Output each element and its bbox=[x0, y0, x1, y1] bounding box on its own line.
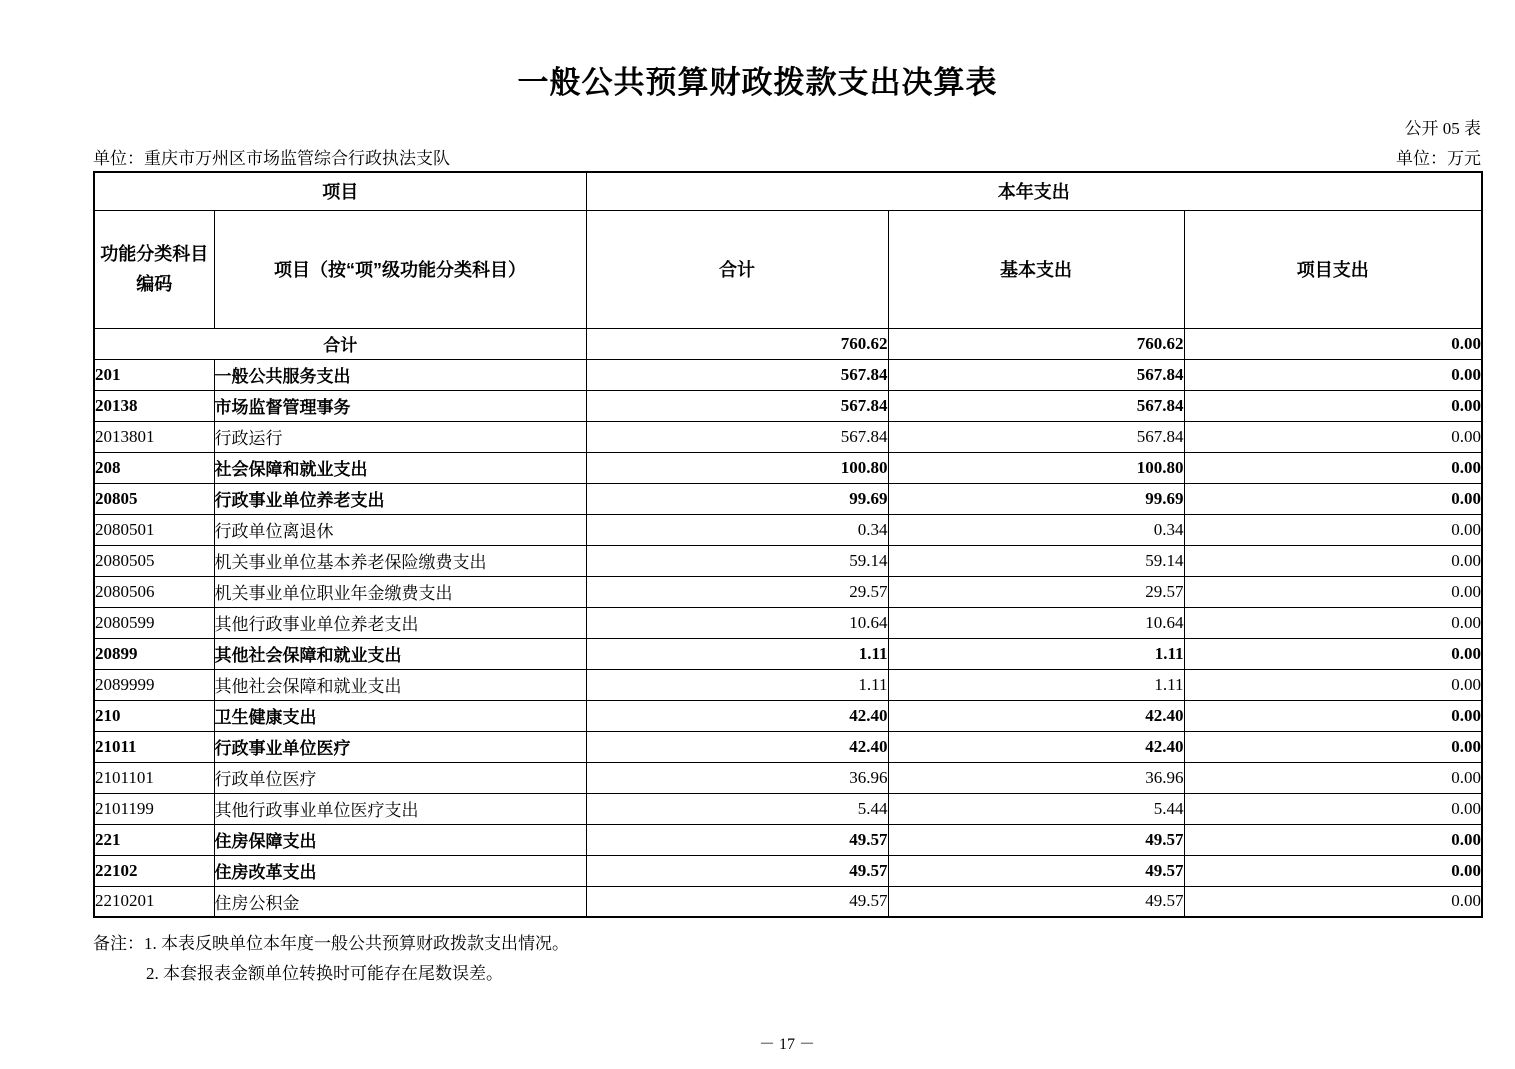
row-code-cell: 2080501 bbox=[94, 514, 214, 545]
row-total-cell: 99.69 bbox=[586, 483, 888, 514]
row-project-expenditure-cell: 0.00 bbox=[1184, 421, 1482, 452]
row-code-cell: 20805 bbox=[94, 483, 214, 514]
row-total-cell: 42.40 bbox=[586, 731, 888, 762]
header-code-line1: 功能分类科目 bbox=[100, 244, 209, 264]
meta-row bbox=[93, 146, 1481, 171]
budget-table bbox=[93, 171, 1483, 918]
table-row bbox=[94, 886, 1482, 917]
row-basic-expenditure-cell: 49.57 bbox=[888, 824, 1184, 855]
row-basic-expenditure-cell: 5.44 bbox=[888, 793, 1184, 824]
row-item-name-cell: 其他行政事业单位医疗支出 bbox=[214, 793, 586, 824]
row-basic-expenditure-cell: 760.62 bbox=[888, 328, 1184, 359]
header-total-column: 合计 bbox=[586, 210, 888, 328]
content-area bbox=[93, 117, 1481, 1054]
row-basic-expenditure-cell: 100.80 bbox=[888, 452, 1184, 483]
doc-code: 公开 05 表 bbox=[1404, 119, 1481, 138]
header-item-column: 项目（按“项”级功能分类科目） bbox=[214, 210, 586, 328]
header-code-column bbox=[94, 210, 214, 328]
table-row bbox=[94, 607, 1482, 638]
table-row bbox=[94, 638, 1482, 669]
row-item-name-cell: 住房改革支出 bbox=[214, 855, 586, 886]
row-total-cell: 49.57 bbox=[586, 824, 888, 855]
row-code-cell: 208 bbox=[94, 452, 214, 483]
row-basic-expenditure-cell: 567.84 bbox=[888, 359, 1184, 390]
row-total-cell: 567.84 bbox=[586, 390, 888, 421]
table-row bbox=[94, 576, 1482, 607]
row-project-expenditure-cell: 0.00 bbox=[1184, 886, 1482, 917]
row-item-name-cell: 其他社会保障和就业支出 bbox=[214, 669, 586, 700]
row-basic-expenditure-cell: 1.11 bbox=[888, 638, 1184, 669]
row-project-expenditure-cell: 0.00 bbox=[1184, 545, 1482, 576]
row-project-expenditure-cell: 0.00 bbox=[1184, 793, 1482, 824]
row-total-cell: 760.62 bbox=[586, 328, 888, 359]
row-basic-expenditure-cell: 567.84 bbox=[888, 421, 1184, 452]
footnotes bbox=[93, 929, 1481, 989]
header-columns-row bbox=[94, 210, 1482, 328]
row-total-cell: 5.44 bbox=[586, 793, 888, 824]
row-project-expenditure-cell: 0.00 bbox=[1184, 452, 1482, 483]
row-code-cell: 2101101 bbox=[94, 762, 214, 793]
footnote-line-2: 2. 本套报表金额单位转换时可能存在尾数误差。 bbox=[146, 964, 503, 983]
row-item-name-cell: 其他行政事业单位养老支出 bbox=[214, 607, 586, 638]
row-basic-expenditure-cell: 1.11 bbox=[888, 669, 1184, 700]
row-total-cell: 49.57 bbox=[586, 886, 888, 917]
page-number: － 17 － bbox=[758, 1036, 815, 1053]
table-row bbox=[94, 390, 1482, 421]
header-group-row bbox=[94, 172, 1482, 210]
row-project-expenditure-cell: 0.00 bbox=[1184, 607, 1482, 638]
row-project-expenditure-cell: 0.00 bbox=[1184, 700, 1482, 731]
header-project-group: 项目 bbox=[94, 172, 586, 210]
row-project-expenditure-cell: 0.00 bbox=[1184, 483, 1482, 514]
table-row bbox=[94, 483, 1482, 514]
unit-name-label: 单位：重庆市万州区市场监管综合行政执法支队 bbox=[93, 149, 450, 168]
row-code-cell: 20899 bbox=[94, 638, 214, 669]
table-row bbox=[94, 545, 1482, 576]
table-row bbox=[94, 328, 1482, 359]
row-code-cell: 2101199 bbox=[94, 793, 214, 824]
row-total-cell: 100.80 bbox=[586, 452, 888, 483]
row-item-name-cell: 行政事业单位养老支出 bbox=[214, 483, 586, 514]
table-row bbox=[94, 514, 1482, 545]
row-code-cell: 2080505 bbox=[94, 545, 214, 576]
row-basic-expenditure-cell: 49.57 bbox=[888, 855, 1184, 886]
row-code-cell: 2013801 bbox=[94, 421, 214, 452]
row-item-name-cell: 机关事业单位职业年金缴费支出 bbox=[214, 576, 586, 607]
table-row bbox=[94, 700, 1482, 731]
row-total-cell: 42.40 bbox=[586, 700, 888, 731]
row-code-cell: 210 bbox=[94, 700, 214, 731]
row-project-expenditure-cell: 0.00 bbox=[1184, 731, 1482, 762]
row-item-name-cell: 住房公积金 bbox=[214, 886, 586, 917]
row-code-cell: 221 bbox=[94, 824, 214, 855]
row-basic-expenditure-cell: 36.96 bbox=[888, 762, 1184, 793]
row-code-cell: 21011 bbox=[94, 731, 214, 762]
row-project-expenditure-cell: 0.00 bbox=[1184, 328, 1482, 359]
header-code-line2: 编码 bbox=[136, 274, 173, 294]
header-basic-column: 基本支出 bbox=[888, 210, 1184, 328]
row-basic-expenditure-cell: 0.34 bbox=[888, 514, 1184, 545]
row-project-expenditure-cell: 0.00 bbox=[1184, 638, 1482, 669]
table-row bbox=[94, 855, 1482, 886]
page-title: 一般公共预算财政拨款支出决算表 bbox=[517, 65, 998, 100]
row-code-cell: 201 bbox=[94, 359, 214, 390]
row-item-name-cell: 市场监督管理事务 bbox=[214, 390, 586, 421]
row-basic-expenditure-cell: 42.40 bbox=[888, 700, 1184, 731]
table-row bbox=[94, 762, 1482, 793]
table-row bbox=[94, 421, 1482, 452]
row-item-name-cell: 住房保障支出 bbox=[214, 824, 586, 855]
row-basic-expenditure-cell: 49.57 bbox=[888, 886, 1184, 917]
table-row bbox=[94, 669, 1482, 700]
table-row bbox=[94, 824, 1482, 855]
row-project-expenditure-cell: 0.00 bbox=[1184, 514, 1482, 545]
row-item-name-cell: 社会保障和就业支出 bbox=[214, 452, 586, 483]
row-basic-expenditure-cell: 29.57 bbox=[888, 576, 1184, 607]
table-row bbox=[94, 359, 1482, 390]
row-item-name-cell: 机关事业单位基本养老保险缴费支出 bbox=[214, 545, 586, 576]
row-code-cell: 2080506 bbox=[94, 576, 214, 607]
row-total-cell: 49.57 bbox=[586, 855, 888, 886]
row-item-name-cell: 一般公共服务支出 bbox=[214, 359, 586, 390]
row-basic-expenditure-cell: 99.69 bbox=[888, 483, 1184, 514]
row-code-cell: 2210201 bbox=[94, 886, 214, 917]
row-item-name-cell: 行政事业单位医疗 bbox=[214, 731, 586, 762]
row-project-expenditure-cell: 0.00 bbox=[1184, 576, 1482, 607]
row-code-cell: 2089999 bbox=[94, 669, 214, 700]
footnote-line-1: 备注：1. 本表反映单位本年度一般公共预算财政拨款支出情况。 bbox=[93, 934, 569, 953]
row-code-cell: 20138 bbox=[94, 390, 214, 421]
row-project-expenditure-cell: 0.00 bbox=[1184, 359, 1482, 390]
table-row bbox=[94, 793, 1482, 824]
row-code-cell: 2080599 bbox=[94, 607, 214, 638]
row-project-expenditure-cell: 0.00 bbox=[1184, 855, 1482, 886]
row-total-cell: 0.34 bbox=[586, 514, 888, 545]
row-project-expenditure-cell: 0.00 bbox=[1184, 390, 1482, 421]
table-row bbox=[94, 452, 1482, 483]
header-year-group: 本年支出 bbox=[586, 172, 1482, 210]
row-item-name-cell: 卫生健康支出 bbox=[214, 700, 586, 731]
row-basic-expenditure-cell: 59.14 bbox=[888, 545, 1184, 576]
row-total-cell: 1.11 bbox=[586, 669, 888, 700]
header-project-column: 项目支出 bbox=[1184, 210, 1482, 328]
row-total-cell: 1.11 bbox=[586, 638, 888, 669]
row-item-name-cell: 行政单位离退休 bbox=[214, 514, 586, 545]
row-item-name-cell: 其他社会保障和就业支出 bbox=[214, 638, 586, 669]
row-project-expenditure-cell: 0.00 bbox=[1184, 762, 1482, 793]
row-summary-label-cell: 合计 bbox=[94, 328, 586, 359]
row-total-cell: 567.84 bbox=[586, 359, 888, 390]
row-basic-expenditure-cell: 42.40 bbox=[888, 731, 1184, 762]
row-total-cell: 10.64 bbox=[586, 607, 888, 638]
row-basic-expenditure-cell: 10.64 bbox=[888, 607, 1184, 638]
row-total-cell: 567.84 bbox=[586, 421, 888, 452]
row-total-cell: 29.57 bbox=[586, 576, 888, 607]
currency-unit-label: 单位：万元 bbox=[1396, 149, 1481, 168]
table-row bbox=[94, 731, 1482, 762]
row-total-cell: 59.14 bbox=[586, 545, 888, 576]
table-body bbox=[94, 328, 1482, 917]
row-project-expenditure-cell: 0.00 bbox=[1184, 824, 1482, 855]
row-basic-expenditure-cell: 567.84 bbox=[888, 390, 1184, 421]
row-project-expenditure-cell: 0.00 bbox=[1184, 669, 1482, 700]
row-total-cell: 36.96 bbox=[586, 762, 888, 793]
row-item-name-cell: 行政运行 bbox=[214, 421, 586, 452]
row-code-cell: 22102 bbox=[94, 855, 214, 886]
row-item-name-cell: 行政单位医疗 bbox=[214, 762, 586, 793]
